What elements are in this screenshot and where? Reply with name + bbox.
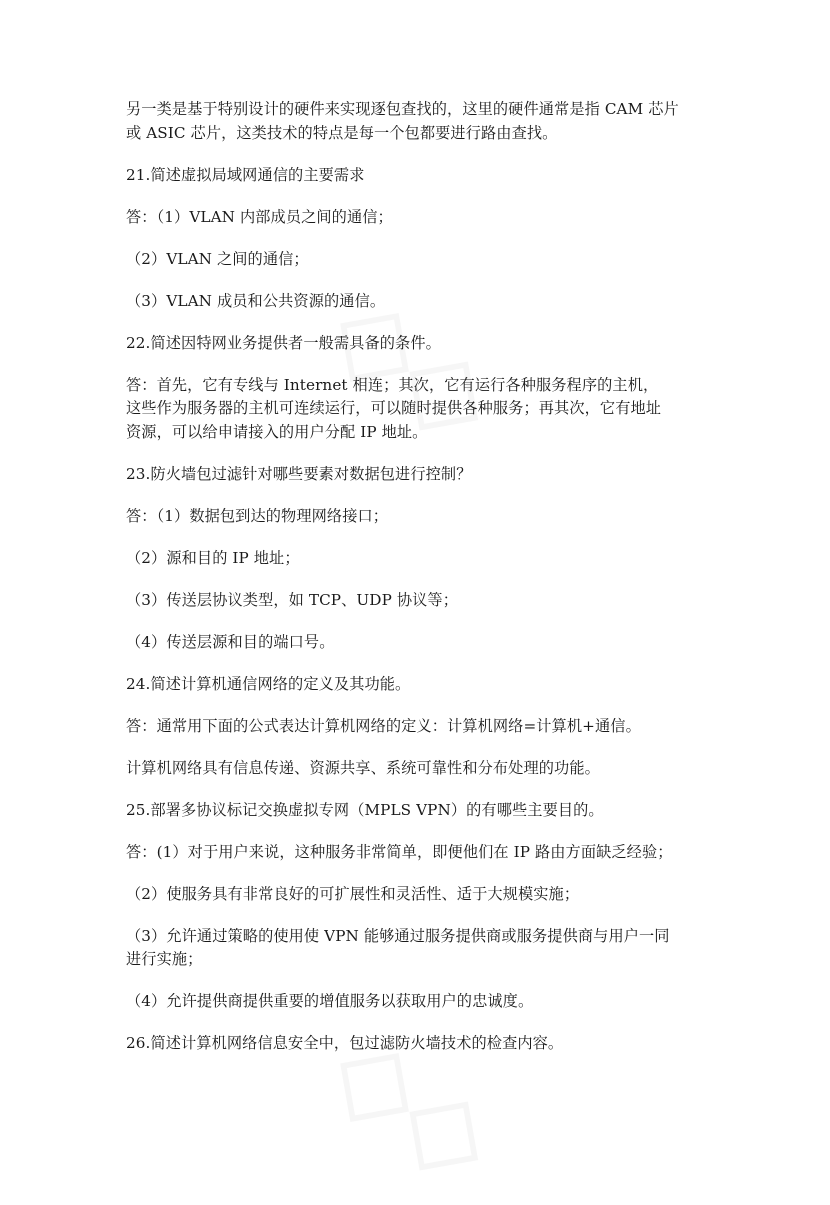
text-line: 答：通常用下面的公式表达计算机网络的定义：计算机网络=计算机+通信。	[126, 716, 641, 735]
text-line: 答：（1）数据包到达的物理网络接口；	[126, 506, 389, 525]
paragraph	[126, 290, 716, 314]
paragraph	[126, 206, 716, 230]
paragraph	[126, 374, 716, 445]
paragraph	[126, 757, 716, 781]
text-line: 计算机网络具有信息传递、资源共享、系统可靠性和分布处理的功能。	[126, 758, 600, 777]
text-line: （3）传送层协议类型，如 TCP、UDP 协议等；	[126, 590, 458, 609]
text-line: （3）允许通过策略的使用使 VPN 能够通过服务提供商或服务提供商与用户一同	[126, 926, 670, 945]
paragraph	[126, 841, 716, 865]
text-line: 资源，可以给申请接入的用户分配 IP 地址。	[126, 422, 428, 441]
paragraph	[126, 883, 716, 907]
text-line: 或 ASIC 芯片，这类技术的特点是每一个包都要进行路由查找。	[126, 123, 558, 142]
text-line: 答：(1）对于用户来说，这种服务非常简单，即便他们在 IP 路由方面缺乏经验；	[126, 842, 673, 861]
text-line: 24.简述计算机通信网络的定义及其功能。	[126, 674, 411, 693]
text-line: 22.简述因特网业务提供者一般需具备的条件。	[126, 333, 441, 352]
text-line: 21.简述虚拟局域网通信的主要需求	[126, 165, 365, 184]
paragraph	[126, 673, 716, 697]
paragraph	[126, 164, 716, 188]
paragraph	[126, 1032, 716, 1056]
paragraph	[126, 589, 716, 613]
text-line: 26.简述计算机网络信息安全中，包过滤防火墙技术的检查内容。	[126, 1034, 564, 1052]
text-line: （4）传送层源和目的端口号。	[126, 632, 335, 651]
paragraph	[126, 98, 716, 145]
text-line: 答：首先，它有专线与 Internet 相连；其次，它有运行各种服务程序的主机，	[126, 375, 659, 394]
text-line: （2）源和目的 IP 地址；	[126, 548, 300, 567]
paragraph	[126, 248, 716, 272]
paragraph	[126, 547, 716, 571]
paragraph	[126, 505, 716, 529]
paragraph	[126, 990, 716, 1014]
text-line: （2）VLAN 之间的通信；	[126, 249, 309, 268]
document-body	[126, 98, 716, 1074]
text-line: 答：（1）VLAN 内部成员之间的通信；	[126, 207, 393, 226]
text-line: 25.部署多协议标记交换虚拟专网（MPLS VPN）的有哪些主要目的。	[126, 800, 604, 819]
text-line: （4）允许提供商提供重要的增值服务以获取用户的忠诚度。	[126, 992, 534, 1010]
paragraph	[126, 463, 716, 487]
text-line: 进行实施；	[126, 950, 203, 968]
paragraph	[126, 332, 716, 356]
text-line: 23.防火墙包过滤针对哪些要素对数据包进行控制？	[126, 464, 472, 483]
text-line: （2）使服务具有非常良好的可扩展性和灵活性、适于大规模实施；	[126, 884, 580, 903]
text-line: 这些作为服务器的主机可连续运行，可以随时提供各种服务；再其次，它有地址	[126, 399, 662, 417]
text-line: 另一类是基于特别设计的硬件来实现逐包查找的，这里的硬件通常是指 CAM 芯片	[126, 100, 679, 118]
paragraph	[126, 925, 716, 972]
text-line: （3）VLAN 成员和公共资源的通信。	[126, 291, 386, 310]
paragraph	[126, 631, 716, 655]
paragraph	[126, 715, 716, 739]
paragraph	[126, 799, 716, 823]
